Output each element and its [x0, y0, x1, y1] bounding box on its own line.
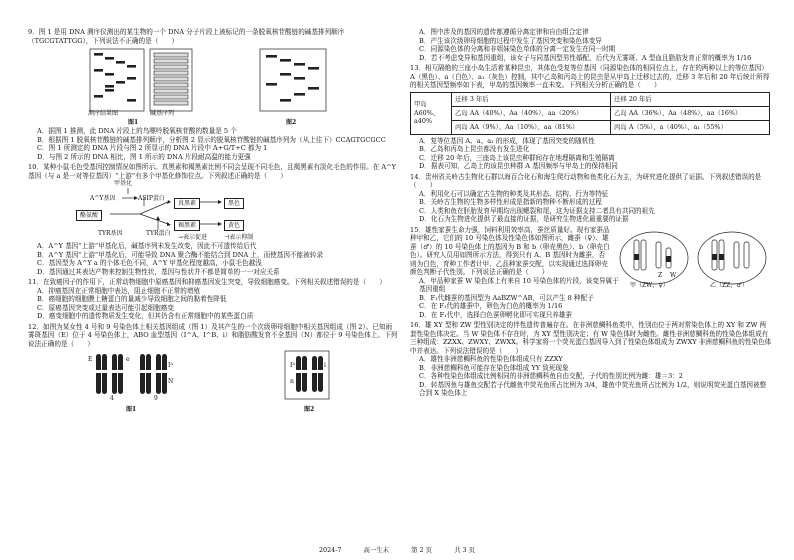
q16-option-d: D．转基因鱼与雄鱼交配若子代雌鱼中荧光鱼所占比例为 3/4，雄鱼中荧光鱼所占比例为 1/2，则说明荧光蛋白基因被整合到 X 染色体上 — [419, 380, 767, 397]
q9-fig1-label: 图1 — [128, 119, 139, 126]
q10-methylation-label: 甲基化 — [114, 180, 133, 187]
q15-option-d: D．在 F₁代中，选择白色蚕卵孵化即可实现只养雄蚕 — [419, 310, 573, 319]
q10-option-d: D．基因通过其表达产物来控制生物性状，基因与性状并不都是简单的一一对应关系 — [37, 267, 280, 276]
q14-option-b: B．关岭古生物的生物多样性形成是指新的物种不断形成的过程 — [419, 198, 602, 206]
q12-fig1-chr4: 4 — [110, 395, 114, 402]
q10-stem: 10．某种小鼠毛色受基因控制情况如图所示。真黑素和褐黑素比例不同会呈现不同毛色，且褐黑素有淡化毛色的作用。在 A^Y 基因（与 a 是一对等位基因）“上游”有多个甲基化修饰位点。下列叙述正确的是（ ） — [28, 163, 396, 180]
q9-stem: 9．图 1 是用 DNA 测序仪测出的某生物的一个 DNA 分子片段上被标记的一条脱氧核苷酸链的碱基排列顺序（TGCGTATTGG），下列说法不正确的是（ ） — [28, 28, 345, 45]
q12-fig1-gene-e: E — [88, 356, 93, 363]
q12-fig2-label: 图2 — [304, 406, 315, 413]
footer-total: 共 3 页 — [454, 546, 476, 554]
q11-stem: 11．在致癌因子的作用下，正常动物细胞中原癌基因和抑癌基因发生突变，导致细胞癌变。下列相关叙述错误的是（ ） — [28, 278, 386, 286]
q9-fig1-caption-a: 测序结果图 — [88, 110, 119, 117]
q9-option-c: C．图 1 所测定的 DNA 片段与图 2 所显示的 DNA 片段中 A+G/T+C 都为 1 — [37, 144, 268, 152]
q11-option-d: D．癌变细胞中的遗传物质发生变化，但其仍含有正常细胞中的某些蛋白质 — [37, 312, 254, 320]
q10-yellow-box: 黄色 — [224, 220, 244, 231]
q14-option-a: A．利用化石可以确定古生物的种类及其形态、结构、行为等特征 — [419, 189, 609, 198]
q12-option-b: B．产生该次级卵母细胞的过程中发生了基因突变和染色体变异 — [419, 36, 602, 45]
right-column — [410, 28, 772, 398]
footer-page: 第 2 页 — [411, 546, 433, 554]
q10-option-b: B．A^Y 基因“上游”甲基化后，可能导致 DNA 聚合酶不能结合到 DNA 上，而使基因不能被转录 — [37, 250, 323, 259]
q12-fig2-gene-n: n — [290, 378, 294, 385]
q10-eumelanin-box: 真黑素 — [174, 198, 200, 209]
q12-fig1-chr9: 9 — [154, 395, 158, 402]
q16-stem: 16．雄 XY 型和 ZW 型性别决定的伴性遗传普遍存在。在非洲慈鲷科鱼类中，性别由位于两对常染色体上的 XY 和 ZW 两套性染色体决定。当 W 染色体不存在时，为 XY 型性别决定；有 W 染色体时为雌性。雌性非洲慈鲷科鱼的性染色体组成有三种组成：ZZXX、ZWXY、ZWXX。科学家将一个荧光蛋白基因导入到了性染色体组成为 ZWXY 非洲慈鲷科鱼的性染色体中并表达。下列说法错误的是（ ） — [410, 321, 772, 355]
q15-option-a: A．甲品种家蚕 W 染色体上有来自 10 号染色体的片段，该变异属于基因重组 — [419, 276, 619, 293]
left-column — [28, 28, 398, 414]
q9-figures — [28, 45, 398, 127]
q11-option-c: C．原癌基因突变或过量表达可能引起细胞癌变 — [37, 303, 174, 312]
q13-option-b: B．乙岛和丙岛上昆虫都没有发生进化 — [419, 145, 530, 153]
q13-island-b-3yr: 乙岛 AA（40%）、Aa（40%）、aa（20%） — [452, 106, 611, 120]
q13-option-c: C．迁移 20 年后，三座岛上该昆虫种群间存在地理隔离和生殖隔离 — [419, 153, 615, 162]
q12-fig2-gene-ia: Iᴬ — [290, 362, 296, 369]
q12-figures — [28, 348, 398, 414]
q10-legend-promote: →表示促进 — [178, 234, 208, 241]
q15-fig-female: 甲（ZW，♀） — [630, 281, 669, 289]
q12-fig1-chromosomes — [88, 350, 178, 402]
q15-chromosome-figure — [616, 230, 772, 290]
q13-header-3yr: 迁移 3 年后 — [452, 92, 611, 106]
q10-tyr-protein-label: TYR蛋白 — [146, 230, 171, 237]
q15-stem: 15．雄性家蚕生命力强，饲料利用效率高，蚕丝质量好。现有家蚕品种甲和乙，它们的 10 号染色体及性染色体如图所示，雌蚕（♀）、雄蚕（♂）的 10 号染色体上的基因为 B 和 b（卵壳黑色）、b（卵壳白色）。研究人员用如图所示方法，得到只有 A、B 基因时为雌蚕，否则为白色，育种工作者计甲、乙品种家蚕交配，以实现通过选择卵壳颜色判断子代性别。下列说法正确的是（ ） — [410, 225, 610, 276]
q10-legend-inhibit: ⊣表示抑制 — [224, 234, 254, 241]
q12-fig1-gene-n: N — [168, 378, 174, 385]
q12-fig2-chromosomes — [284, 350, 330, 402]
q14-stem: 14．贵州省关岭古生物化石群以海百合化石和海生爬行动物和鱼类化石为主，为研究进化提供了证据。下列叙述错误的是（ ） — [410, 172, 762, 189]
q15-fig-w: W — [670, 271, 677, 279]
q9-fig2-gel — [258, 47, 330, 115]
q13-island-c-20yr: 丙岛 A（5%）、a（40%）、a₁（55%） — [611, 120, 770, 134]
q10-diagram — [28, 180, 398, 242]
page-footer — [0, 546, 794, 555]
q9-fig2-label: 图2 — [286, 119, 297, 126]
q12-fig1-label: 图1 — [126, 406, 137, 413]
q15-fig-z: Z — [658, 271, 663, 279]
q16-option-c: C．各种性染色体组成比例相同的非洲慈鲷科鱼自由交配，子代的性别比例为雌：雄＝3：2 — [419, 372, 683, 380]
q10-black-box: 黑色 — [224, 198, 244, 209]
q12-fig2-gene-i: i — [324, 362, 326, 369]
q13-stem: 13．相互隔绝的三座小岛生活着某种昆虫，其体色受复等位基因（同源染色体的相同位点上，存在的两种以上的等位基因）A（黑色）、a（白色）、a₁（灰色）控制，其中乙岛和丙岛上的昆虫是从甲岛上迁移过去的，迁移 3 年后和 20 年后统计所得的相关基因型频率如下表，甲岛的基因频率一直未变。下列相关分析正确的是（ ） — [410, 64, 770, 89]
q10-option-c: C．基因型为 A^Y a 的个体毛色不同，A^Y 甲基化程度越高，小鼠毛色越浅 — [37, 259, 262, 267]
q12-option-d: D．若不考虑变异和基因重组，该女子与同基因型男性婚配，后代为无雾斑、A 型血且脂肪发育正常的概率为 1/16 — [419, 53, 752, 62]
q12-fig1-gene-e2: e — [126, 356, 130, 363]
q9-option-a: A．据图 1 推测，此 DNA 片段上的鸟嘌呤脱氧核苷酸的数量是 5 个 — [37, 127, 237, 135]
footer-date: 2024-7 — [318, 546, 342, 554]
q13-header-20yr: 迁移 20 年后 — [611, 92, 770, 106]
q11-option-a: A．抑癌基因在正常细胞中表达，阻止细胞不正常的增殖 — [37, 286, 201, 295]
q14-option-d: D．化石为生物进化提供了最直接的证据，是研究生物进化最重要的证据 — [419, 215, 629, 223]
q9-fig1-caption-b: 碱基序列 — [150, 110, 175, 117]
q13-origin-cell: 甲岛 A60%、a40% — [411, 92, 452, 134]
q10-tyrosine-box: 酪氨酸 — [76, 210, 102, 221]
q9-option-b: B．根据图 1 脱氧核苷酸链的碱基排列顺序，分析图 2 显示的脱氧核苷酸链的碱基序列为（从上往下）CCAGTGCGCC — [37, 135, 386, 144]
q13-island-c-3yr: 丙岛 AA（9%）、Aa（10%）、aa（81%） — [452, 120, 611, 134]
q12-stem: 12．如图为某女性 4 号和 9 号染色体上相关基因组成（图 1）及其产生的一个次级卵母细胞中相关基因组成（图 2）。已知雨雾斑基因（E）位于 4 号染色体上，ABO 血型基因（I^A、I^B、i）和脂肪酸发育不全基因（N）都位于 9 号染色体上。下列说法正确的是（ ） — [28, 322, 398, 348]
q13-table — [410, 92, 770, 135]
q11-option-b: B．癌细胞的细胞膜上糖蛋白的量减少导致细胞之间的黏着性降低 — [37, 295, 227, 303]
q15-option-c: C．在 F₁代的雄蚕中，卵色为白色的概率为 1/16 — [419, 302, 563, 310]
q15-fig-male: 乙（ZZ，♂） — [710, 281, 748, 289]
footer-grade: 高一生末 — [363, 546, 390, 554]
q9-option-d: D．与图 2 所示的 DNA 相比，图 1 所示的 DNA 片段耐高温的能力更强 — [37, 152, 251, 161]
q12-option-a: A．图中涉及的基因的遗传都遵循分离定律和自由组合定律 — [419, 28, 589, 36]
q12-option-c: C．同源染色体的分离和非姐妹染色单体的分离一定发生在同一时期 — [419, 45, 616, 53]
q9-fig1-gel — [88, 47, 198, 117]
q10-tyr-gene-label: TYR基因 — [98, 230, 123, 237]
q10-ay-gene-label: A^Y基因 — [90, 195, 116, 202]
q13-island-b-20yr: 乙岛 AA（36%）、Aa（48%）、aa（16%） — [611, 106, 770, 120]
q10-pathway-arrows — [28, 180, 328, 242]
q14-option-c: C．人类和鱼在胚胎发育早期均出现鳃裂和尾，这为证据支持二者具有共同的祖先 — [419, 206, 655, 215]
q13-option-d: D．据表可知，乙岛上的该昆虫种群 A 基因频率与甲岛上的保持相同 — [419, 162, 618, 170]
q16-option-b: B．非洲慈鲷科鱼可能存在染色体组成 YY 致死现象 — [419, 363, 569, 372]
q10-option-a: A．A^Y 基因“上游”甲基化后，碱基序列未发生改变，因此不可遗传给后代 — [37, 242, 257, 250]
q13-option-a: A．复等位基因 A、a、a₁ 的形成，体现了基因突变的随机性 — [419, 136, 595, 145]
q16-option-a: A．雄性非洲慈鲷科鱼的性染色体组成只有 ZZXY — [419, 355, 563, 363]
q15-option-b: B．F₁代雌蚕的基因型为 AaBZW^AB，可以产生 8 种配子 — [419, 293, 594, 302]
q12-fig1-gene-ia: Iᴬ — [168, 362, 174, 369]
q10-asip-label: ASIP蛋白 — [138, 195, 165, 202]
q10-pheomelanin-box: 褐黑素 — [174, 220, 200, 231]
